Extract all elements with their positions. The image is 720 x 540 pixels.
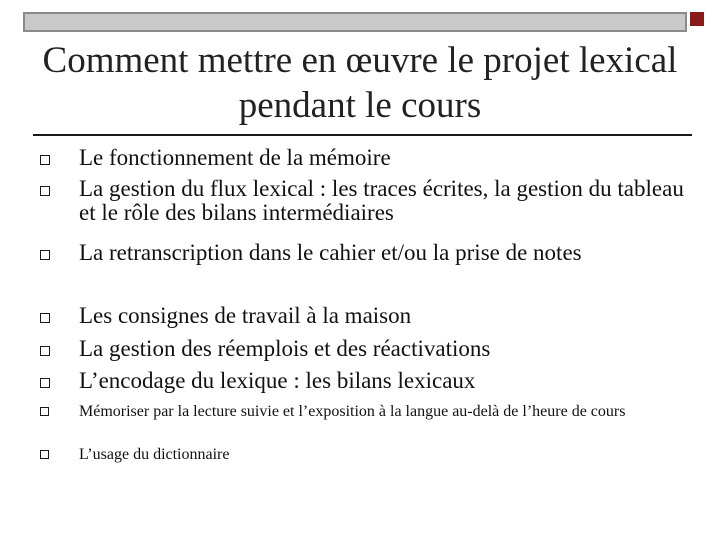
bullet-marker [40, 407, 49, 416]
slide-title: Comment mettre en œuvre le projet lexical pendant le cours [42, 40, 678, 126]
list-item: Les consignes de travail à la maison [79, 303, 412, 328]
list-item: La gestion des réemplois et des réactivations [79, 336, 491, 361]
bullet-marker [40, 186, 50, 196]
bullet-marker [40, 155, 50, 165]
bullet-marker [40, 250, 50, 260]
bullet-marker [40, 313, 50, 323]
bullet-marker [40, 450, 49, 459]
sub-list-item: Mémoriser par la lecture suivie et l’exposition à la langue au-delà de l’heure de cours [79, 403, 626, 420]
bullet-marker [40, 346, 50, 356]
list-item: L’encodage du lexique : les bilans lexicaux [79, 368, 476, 393]
list-item: La gestion du flux lexical : les traces écrites, la gestion du tableau et le rôle des bilans intermédiaires [79, 176, 684, 225]
list-item: Le fonctionnement de la mémoire [79, 145, 391, 170]
sub-list-item: L’usage du dictionnaire [79, 446, 230, 463]
bullet-marker [40, 378, 50, 388]
list-item: La retranscription dans le cahier et/ou la prise de notes [79, 240, 582, 265]
